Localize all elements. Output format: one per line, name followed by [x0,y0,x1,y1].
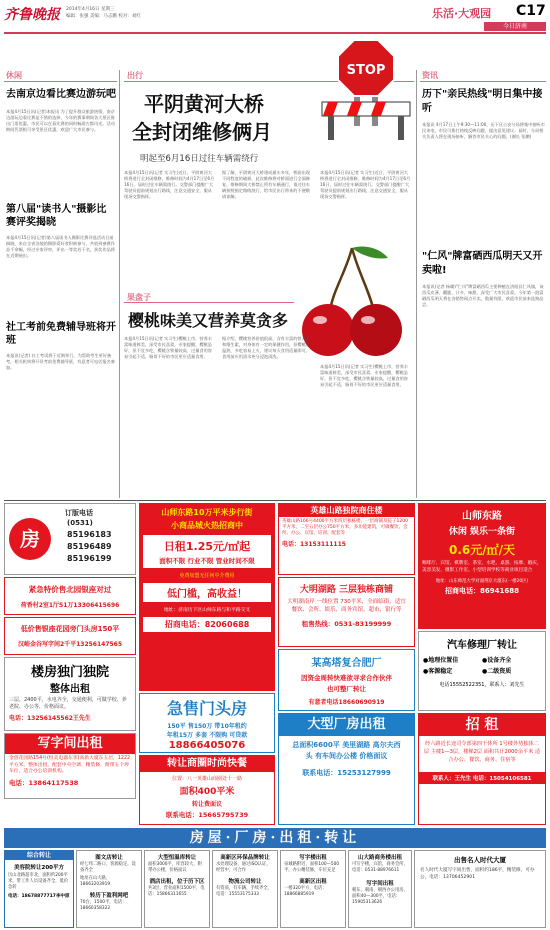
ad-walking-price: 日租1.25元/㎡起 [163,540,251,553]
order-label: 订版电话 [65,509,93,517]
ad-repair-item-4: ●二级资质 [482,668,512,675]
ad-fastfood-title: 转让商圈时尚快餐 [140,756,274,772]
classified-body-6: 可写字楼，宾馆，商务会所，电话：0531-88976611 [352,862,408,873]
ad-repair-item-3: ●客源稳定 [423,668,453,675]
ad-daminghu-title: 大明湖路 三层独栋商铺 [299,585,394,595]
masthead [4,2,546,32]
classified-col-8 [414,850,546,928]
ad-walking-addr: 地址：济南历下区山师东路与和平路交叉 [163,608,251,613]
ad-yinzuo [4,617,136,655]
ad-factory-body: 总面积6600平 美里湖路 高尔夫西头 有车间办公楼 价格面议 [292,741,401,760]
paper-logo: 齐鲁晚报 [4,7,60,23]
classified-body-2c: 70台，1500平，电话：18660358322 [80,900,127,911]
ad-yingxiong-body: 英雄山路166号4400平方米四层独栋楼，一层商铺及院子1200平方米，二至五层办公750平方米，多功能建筑，可做餐饮、会所、办公、宾馆、培训、配套等 [282,519,408,536]
classified-title-2b: 转历下盈利网吧 [89,893,129,899]
classified-title-4b: 物流公司转让 [228,879,262,885]
ad-beiyuan-line2: 荷香村2室1厅51万13306415696 [20,602,120,609]
ad-beiyuan-line1: 紧急特价售北园银座对过 [28,585,112,594]
ad-fertilizer-sub: 因资金周转快难欲寻求合作伙伴 [301,674,392,682]
ad-office-rent-left [4,733,136,799]
ad-fertilizer-sub2: 也可整厂转让 [327,685,366,693]
road-block-illustration [318,36,414,146]
bottom-banner [4,828,546,848]
classified-phone-1[interactable]: 电话：18678877717李中原 [8,894,70,899]
ad-leisure-body: 咖啡厅、宾馆、棋牌室、茶室、水吧、桌游、按摩、婚庆、美容美发、摄影工作室、小型培训学校等商业项目适合 [422,561,542,573]
ad-fastfood-note: 转让费面议 [191,801,222,808]
headline-line-2: 全封闭维修俩月 [132,120,272,144]
order-area-code: (0531) [67,519,93,527]
classified-col-6 [348,850,412,928]
ad-repair-item-1: ●地理位置佳 [423,657,459,664]
ad-for-rent-title: 招 租 [419,714,545,736]
ad-walking-body: 面积不限 行业不限 管业时间不限 [159,557,255,565]
classified-body-2: 经七纬二路口，客源稳定，设备齐全 [80,862,136,873]
classified-body-3b: 共3层，营业面积1500平，电话：15866311655 [148,886,205,897]
ad-leisure-title: 山师东路 [462,511,502,522]
classified-body-4b: 有资质，有车辆，手续齐全，电话：15553175333 [216,886,272,897]
ad-daminghu [278,577,415,647]
ad-factory-rent [278,713,415,825]
classified-title-7: 写字间出租 [366,881,394,887]
subheadline-bridge: 明起至6月16日过往车辆需绕行 [140,154,259,164]
ad-walking-slogan: 低门槛，高收益！ [167,589,247,600]
ad-shop-sale-sub: 150平 售150万 带10年租约 [167,723,247,730]
classified-col-4 [212,850,278,928]
ad-shop-sale-title: 急售门头房 [166,699,247,718]
ad-repair-phone[interactable]: 电话15552522351，联系人：刘先生 [439,682,525,688]
headline-bridge [132,90,332,146]
article-title-social-work: 社工考前免费辅导班将开班 [6,322,116,346]
ad-fastfood [139,755,275,825]
ad-yingxiong-phone[interactable]: 电话：13153111115 [282,541,346,548]
ad-repair-title: 汽车修理厂转让 [447,640,517,651]
article-body-nanjing: 本报4月15日讯(记者)本报讯 为了提升群众旅游热情，南京边游玩边看比赛是不错的选择，今年的赛事期间各大景区推出门票优惠，市民可以在看比赛的同时畅游古都风光。活动期间凭票根可享受景区优惠，欢迎广大市民参与。 [6,109,115,132]
ad-walking-note: 免费加盟无任何中介费用 [179,573,235,579]
headline-line-1: 平阴黄河大桥 [144,92,264,116]
svg-text:STOP: STOP [346,63,386,78]
ad-factory-phone[interactable]: 联系电话：15253127999 [302,769,391,777]
ad-walking-street [139,503,275,691]
page-number: C17 [516,3,546,19]
ad-beiyuan [4,577,136,615]
classified-title-3: 大型恒温库转让 [157,855,197,861]
ad-repair-item-2: ●设备齐全 [482,657,512,664]
article-body-cherry-1: 本报4月15日讯(记者 实习生)樱桃上市，营养丰富味道鲜美，深受市民喜爱。专家提醒，樱桃虽好，但不宜多吃，樱桃含铁量较高，过量食用容易引起不适，肠胃不好的市民更应适量食用。 [124,336,212,359]
ad-repair-shop [418,631,546,711]
article-body-bridge-3: 本报4月15日讯(记者 实习生)近日，平阴黄河大桥将进行全封闭维修，维修时间为4月17日至6月16日，届时过往车辆需绕行。交警部门提醒广大驾驶员提前规划出行路线，注意交通安全，服从现场交警指挥。 [320,170,411,199]
classified-body-7: 朝东、朝南、朝西办公用房，面积40—300平，电话：15905313626 [352,888,408,905]
section-tag-fruit: 果盘子 [127,293,151,302]
ad-office-left-body: 金创花园路154号(恒美电器东邻)高新大厦东五层，1222平方米，整体出租，配套中央空调、精装修，附带五个停车位，适合办公培训机构。 [9,756,131,774]
article-title-nanjing: 去南京边看比赛边游玩吧 [6,89,116,100]
ad-courtyard-phone[interactable]: 电话：13256145562王先生 [9,715,91,722]
ad-courtyard-title: 楼房独门独院 [30,665,109,680]
order-phone-3[interactable]: 85196199 [67,554,112,563]
article-title-hotline: 历下"亲民热线"明日集中接听 [422,89,543,114]
classified-body-8: 名人时代大厦写字间出售，面积约186平，精装修，可办公，电话：13706452901 [420,868,535,880]
sub-section-tab: 今日济南 [484,22,546,31]
ad-leisure-addr: 地址：山东师范大学对面荆京大厦东(一楼20区) [435,579,529,584]
ad-for-rent-body: 经六路近长途司令部第四干休所 1号楼外势独体二层 主楼1—3层，楼梯2层 面积共计2000余平米 适合办公、餐饮、商务、住宿等 [423,741,541,763]
section-tag-left: 休闲 [6,71,22,80]
classified-title-4: 高新区环保品牌转让 [220,855,270,861]
order-phone-1[interactable]: 85196183 [67,530,112,539]
ad-leisure-sub: 休闲 娱乐一条街 [448,527,516,537]
ad-fastfood-phone[interactable]: 联系电话：15665795739 [165,811,249,819]
house-logo: 房 [9,518,51,560]
ad-shop-sale-phone[interactable]: 18866405076 [168,740,246,751]
ad-courtyard-sub: 整体出租 [50,684,90,695]
classified-title-3b: 酒店出租，位于历下区 [149,879,205,885]
ad-courtyard-body: 三层，2400平，水电齐全，交通便利，可做学校、养老院、办公等，价格面议。 [9,697,127,710]
classified-col-3 [144,850,210,928]
ad-leisure-phone[interactable]: 招商电话：86941688 [445,587,519,595]
ad-shop-sale [139,693,275,753]
ad-fastfood-addr: 位置：八一英雄山商圈处十一路 [171,776,242,782]
ad-fertilizer-phone[interactable]: 有意者电话18660690919 [308,699,385,706]
order-phone-2[interactable]: 85196489 [67,542,112,551]
section-tag-mid: 出行 [127,71,143,80]
article-body-hotline: 本报讯 4月17日上午9:30—11:00，历下区公安分局将集中接听市民来电，市民可拨打热线反映问题、提出意见建议。届时，分局相关负责人将在现场接听，解答市民关心的问题。(谢长 张鹏) [422,122,545,139]
headline-cherry: 樱桃味美又营养莫贪多 [128,311,289,330]
article-body-cherry-3: 本报4月15日讯(记者 实习生)樱桃上市，营养丰富味道鲜美，深受市民喜爱。专家提醒，樱桃虽好，但不宜多吃，樱桃含铁量较高，过量食用容易引起不适，肠胃不好的市民更应适量食用。 [320,364,408,387]
ad-leisure-street [418,503,546,629]
classified-body-1: 历山北路超市北，面积约200平米，带工作人员设备齐全，低价急转 [8,873,69,890]
section-name: 乐活·大观园 [432,7,492,20]
classified-head: 综合转让 [5,851,73,860]
ad-leisure-price: 0.6元/㎡/天 [448,543,516,557]
section-tag-right: 资讯 [422,71,438,80]
classified-title-5: 写字楼出租 [299,855,327,861]
ad-for-rent [418,713,546,825]
classified-body-4: 水处理设备，通过ISO认证，经营中，可合作 [216,862,271,873]
article-body-watermelon: 本报讯(记者 杨璐)"仁风"牌富硒西瓜主要种植在济阳县仁风镇，该西瓜皮薄、瓤脆、汁多、味甜，深受广大市民喜爱。今年第一批富硒西瓜明天将在各销售网点开卖，数量有限，欢迎市民前来选购品尝。 [422,284,544,307]
article-body-cherry-2: 据介绍，樱桃营养价值很高，含有丰富的铁元素和维生素，对身体有一定的保健作用，但樱桃性温热，多吃容易上火，建议每天食用适量即可，食用前应用清水充分浸泡清洗。 [222,336,310,359]
classified-title-2: 图文店转让 [95,855,123,861]
classified-body-5: 泉城路附近，面积100—500平，办公精装修，车位充足 [284,862,340,873]
classified-title-1: 美容院转让200平方 [14,865,64,871]
classified-col-1 [4,850,74,928]
ad-office-left-title: 写字间出租 [5,734,135,754]
bottom-banner-title: 房屋·厂房·出租·转让 [189,830,361,846]
ad-daminghu-body: 大明湖南岸 一线位置 730平米，全面临街，适宜餐饮、会所、娱乐、商务宾馆、超市、银行等 [287,599,406,613]
ad-yingxiong-title: 英雄山路独院商住楼 [279,504,414,517]
edit-line: 编辑：张强 美编：马志鹏 校对：刘红 [66,14,141,19]
classified-body-5b: 一楼320平方，电话：18866885919 [284,886,327,897]
classified-title-5b: 高新区出租 [299,879,327,885]
classified-body-2b: 地址在山大路，18663203919 [80,876,111,887]
classified-col-5 [280,850,346,928]
article-title-photo-contest: 第八届"读书人"摄影比赛评奖揭晓 [6,204,107,228]
ad-yingxiong [278,503,415,575]
ad-fastfood-area: 面积400平米 [179,787,235,797]
ad-yinzuo-line1: 低价售银座花园旁门头房150平 [20,625,120,633]
ad-walking-sub: 小商品城火热招商中 [171,521,243,530]
ad-yinzuo-line2: 汉峪金谷写字间2千平13256147565 [17,641,123,648]
article-body-social-work: 本报讯(记者) 社工考试将于近期举行，为帮助考生更好备考，相关机构将开设考前免费辅导班，有意者可电话报名参加。 [6,353,115,370]
ad-daminghu-phone[interactable]: 租售热线：0531-83199999 [301,620,392,628]
ad-courtyard [4,657,136,731]
ad-office-left-phone[interactable]: 电话：13864117538 [9,778,79,787]
article-title-watermelon: "仁风"牌富硒西瓜明天又开卖啦! [422,251,543,276]
article-body-bridge-1: 本报4月15日讯(记者 实习生)近日，平阴黄河大桥将进行全封闭维修，维修时间为4月17日至6月16日，届时过往车辆需绕行。交警部门提醒广大驾驶员提前规划出行路线，注意交通安全，服从现场交警指挥。 [124,170,215,199]
article-body-bridge-2: 据了解，平阴黄河大桥建成通车多年，桥面出现不同程度的破损，此次维修将对桥面进行全面修复，维修期间大桥禁止所有车辆通行，请过往车辆按照指定路线绕行，给市民出行带来的不便敬请谅解。 [222,170,310,199]
ad-order-phone [4,503,136,575]
classified-col-2 [76,850,142,928]
ad-fertilizer-title: 某高塔复合肥厂 [311,658,382,669]
ad-walking-title: 山师东路10万平米步行街 [161,508,253,517]
classified-body-3: 面积3000平，库容较大，附带办公楼，价格面议 [148,862,202,873]
ad-shop-sale-sub2: 年租15万 多套 不限购 可贷款 [166,732,248,739]
article-body-photo-contest: 本报4月15日讯(记者)第八届读书人摄影比赛评选活动日前揭晓，来自全省各地的摄影爱好者积极参与，共收到参赛作品千余幅，经过专家评审，评出一等奖若干名，获奖作品将在近期展出。 [6,235,115,258]
ad-walking-phone[interactable]: 招商电话：82060688 [164,620,250,629]
date-line: 2014年4月16日 星期三 [66,7,115,12]
classified-title-6: 山大路商务楼出租 [357,855,402,861]
ad-for-rent-phone[interactable]: 联系人：王先生 电话：15054106581 [419,772,545,784]
ad-factory-title: 大型厂房出租 [279,714,414,736]
classified-title-8: 出售名人时代大厦 [454,856,506,864]
ad-fertilizer [278,649,415,711]
